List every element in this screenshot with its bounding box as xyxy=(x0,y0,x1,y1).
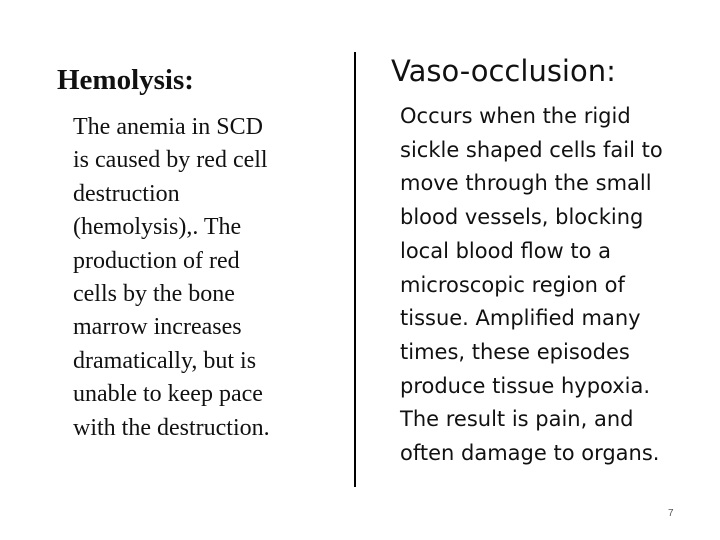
text-line: tissue. Amplified many xyxy=(400,306,641,331)
text-line: is caused by red cell xyxy=(73,147,268,174)
text-line: microscopic region of xyxy=(400,272,625,297)
text-line: local blood flow to a xyxy=(400,238,612,263)
text-line: move through the small xyxy=(400,171,652,196)
text-line: cells by the bone xyxy=(73,281,235,308)
text-line: Occurs when the rigid xyxy=(400,104,631,128)
text-line: (hemolysis),. The xyxy=(73,214,242,241)
page-number: 7 xyxy=(668,508,674,519)
text-line: destruction xyxy=(73,180,180,207)
text-line: unable to keep pace xyxy=(73,381,263,408)
text-line: sickle shaped cells fail to xyxy=(400,137,663,162)
text-line: The anemia in SCD xyxy=(73,114,263,140)
hemolysis-text xyxy=(73,111,348,445)
text-line: often damage to organs. xyxy=(400,441,660,466)
hemolysis-heading: Hemolysis: xyxy=(57,64,194,96)
text-line: with the destruction. xyxy=(73,414,270,441)
text-line: blood vessels, blocking xyxy=(400,205,644,230)
text-line: produce tissue hypoxia. xyxy=(400,373,651,398)
text-line: production of red xyxy=(73,247,240,274)
vaso-occlusion-text xyxy=(400,100,700,471)
text-line: The result is pain, and xyxy=(400,407,634,432)
text-line: times, these episodes xyxy=(400,339,630,364)
vaso-occlusion-heading: Vaso-occlusion: xyxy=(391,54,616,88)
column-divider xyxy=(354,52,356,487)
text-line: marrow increases xyxy=(73,314,242,341)
text-line: dramatically, but is xyxy=(73,347,257,374)
